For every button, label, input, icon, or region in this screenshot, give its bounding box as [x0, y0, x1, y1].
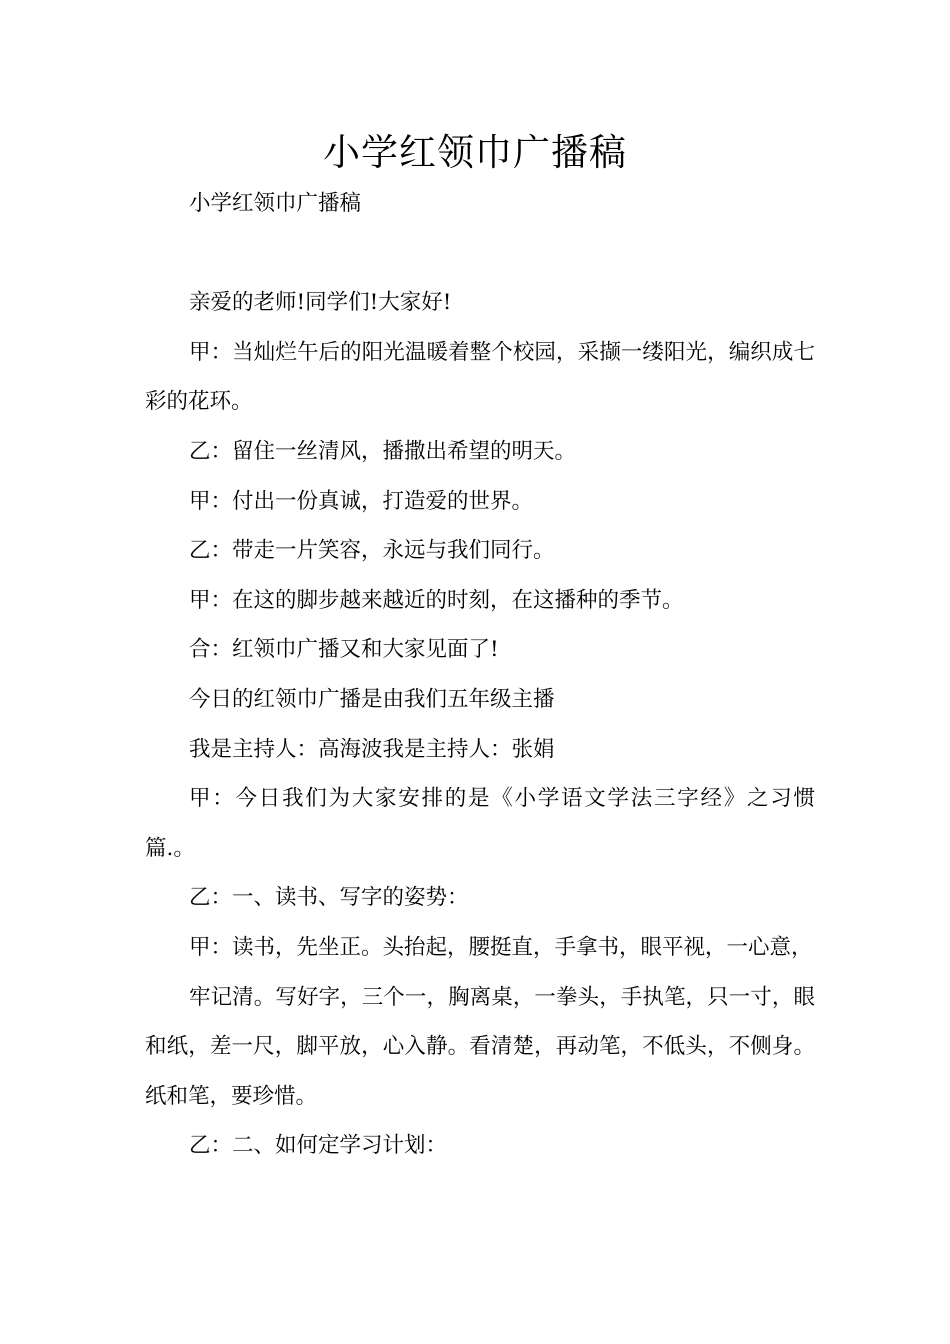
paragraph: 乙：留住一丝清风，播撒出希望的明天。	[189, 438, 577, 464]
paragraph: 甲：付出一份真诚，打造爱的世界。	[189, 488, 534, 514]
paragraph: 牢记清。写好字，三个一，胸离桌，一拳头，手执笔，只一寸，眼和纸，差一尺，脚平放，心入静。看清楚，再动笔，不低头，不侧身。纸和笔，要珍惜。	[145, 984, 815, 1109]
document-body	[145, 179, 815, 1171]
paragraph: 乙：带走一片笑容，永远与我们同行。	[189, 538, 555, 564]
paragraph: 今日的红领巾广播是由我们五年级主播	[189, 686, 555, 712]
blank-line	[145, 229, 815, 279]
paragraph: 我是主持人：高海波我是主持人：张娟	[189, 736, 555, 762]
paragraph: 甲：读书，先坐正。头抬起，腰挺直，手拿书，眼平视，一心意，	[189, 934, 813, 960]
paragraph: 亲爱的老师!同学们!大家好!	[189, 290, 452, 316]
document-title: 小学红领巾广播稿	[323, 131, 627, 174]
paragraph: 合：红领巾广播又和大家见面了!	[189, 637, 499, 663]
paragraph: 乙：一、读书、写字的姿势：	[189, 885, 469, 911]
paragraph: 甲：在这的脚步越来越近的时刻，在这播种的季节。	[189, 587, 684, 613]
paragraph: 甲：今日我们为大家安排的是《小学语文学法三字经》之习惯篇.。	[145, 786, 815, 861]
paragraph: 乙：二、如何定学习计划：	[189, 1133, 448, 1159]
paragraph: 甲：当灿烂午后的阳光温暖着整个校园，采撷一缕阳光，编织成七彩的花环。	[145, 339, 815, 415]
paragraph: 小学红领巾广播稿	[189, 191, 362, 216]
